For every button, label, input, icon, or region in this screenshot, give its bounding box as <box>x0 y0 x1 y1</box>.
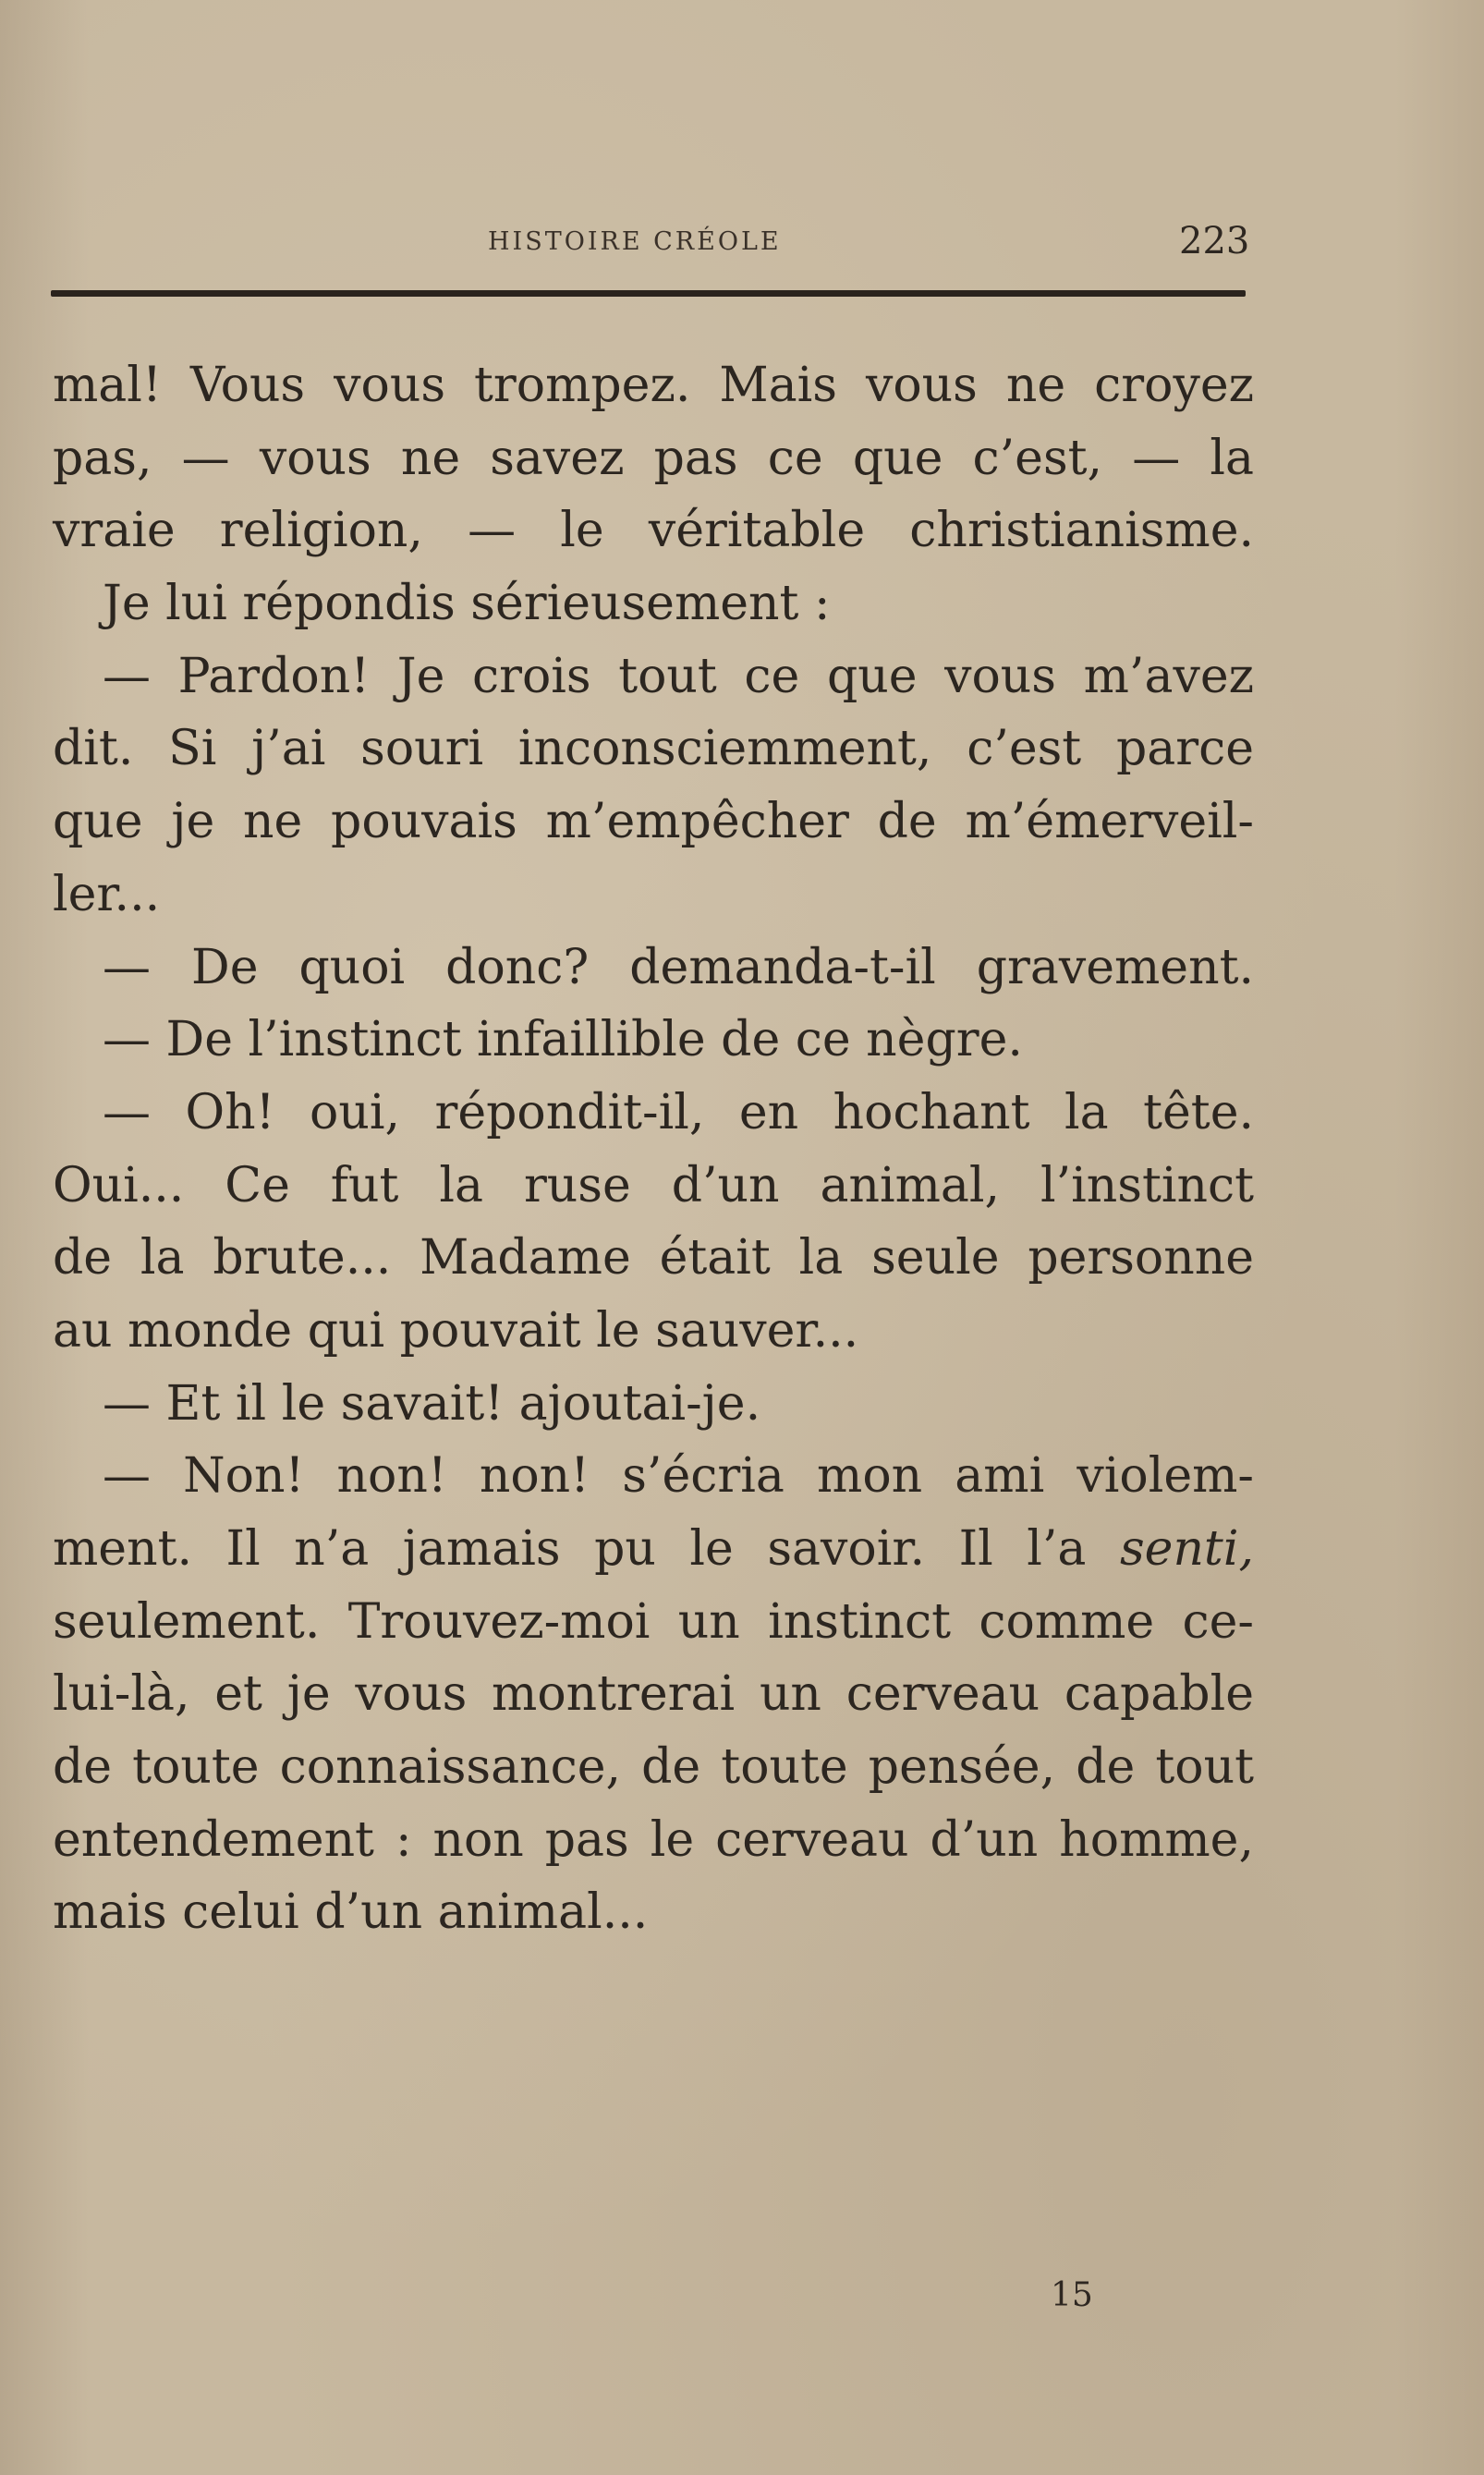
text-line: au monde qui pouvait le sauver... <box>53 1302 859 1359</box>
text-line: que je ne pouvais m’empêcher de m’émerveil- <box>53 794 1254 850</box>
text-line: seulement. Trouvez-moi un instinct comme ce- <box>53 1593 1254 1650</box>
text-line <box>53 1513 1254 1586</box>
page-number: 223 <box>1179 220 1250 262</box>
text-line: vraie religion, — le véritable christianisme. <box>53 503 1254 559</box>
italic-word: senti, <box>1119 1521 1254 1577</box>
running-title: HISTOIRE CRÉOLE <box>488 227 782 256</box>
text-line-roman: ment. Il n’a jamais pu le savoir. Il l’a <box>53 1521 1120 1577</box>
text-line: — Pardon! Je crois tout ce que vous m’avez <box>103 648 1254 704</box>
text-line: mal! Vous vous trompez. Mais vous ne croyez <box>53 358 1254 413</box>
signature-mark: 15 <box>1051 2276 1093 2314</box>
text-line: entendement : non pas le cerveau d’un homme, <box>53 1811 1254 1868</box>
text-line: Je lui répondis sérieusement : <box>103 576 831 632</box>
running-head <box>0 220 1484 266</box>
text-line: — Non! non! non! s’écria mon ami violem- <box>103 1448 1254 1505</box>
text-line: pas, — vous ne savez pas ce que c’est, — la <box>53 430 1254 486</box>
text-line: dit. Si j’ai souri inconsciemment, c’est parce <box>53 721 1254 777</box>
text-line: — De l’instinct infaillible de ce nègre. <box>103 1012 1023 1068</box>
text-line: — De quoi donc? demanda-t-il gravement. <box>103 939 1254 995</box>
text-line: — Oh! oui, répondit-il, en hochant la tête. <box>103 1084 1254 1140</box>
text-line: — Et il le savait! ajoutai-je. <box>103 1375 761 1432</box>
text-line: Oui... Ce fut la ruse d’un animal, l’instinct <box>53 1157 1254 1213</box>
body-text <box>53 349 1254 1949</box>
text-line: ler... <box>53 866 161 922</box>
text-line: lui-là, et je vous montrerai un cerveau capable <box>53 1666 1254 1723</box>
text-line: de toute connaissance, de toute pensée, de tout <box>53 1739 1254 1796</box>
header-rule <box>51 290 1246 297</box>
text-line: mais celui d’un animal... <box>53 1884 649 1941</box>
text-line: de la brute... Madame était la seule personne <box>53 1230 1254 1286</box>
